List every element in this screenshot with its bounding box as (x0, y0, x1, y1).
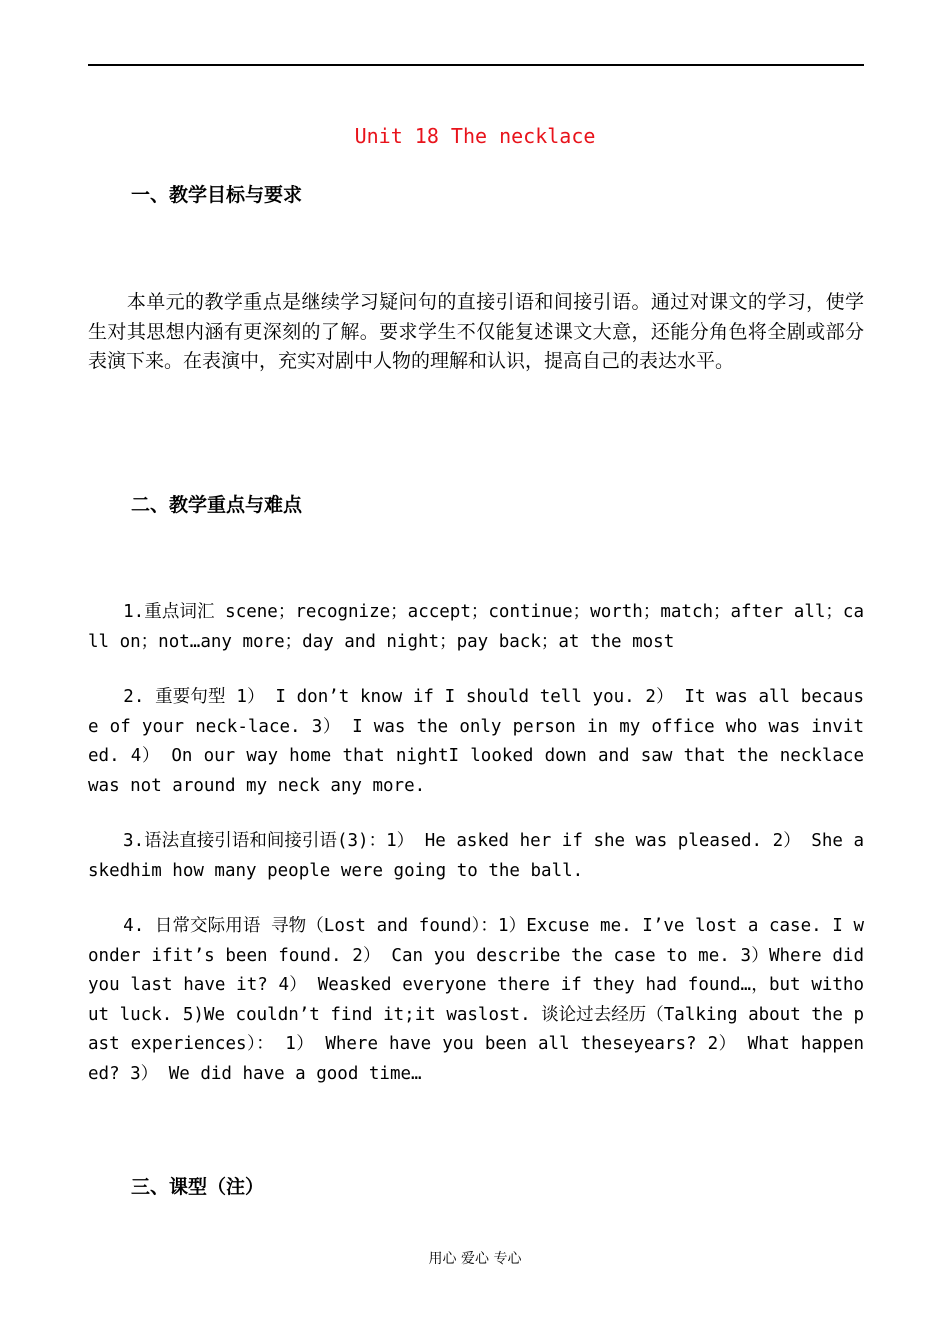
objectives-paragraph: 本单元的教学重点是继续学习疑问句的直接引语和间接引语。通过对课文的学习，使学生对其思想内涵有更深刻的了解。要求学生不仅能复述课文大意，还能分角色将全剧或部分表演下来。在表演中，充实对剧中人物的理解和认识，提高自己的表达水平。 (88, 291, 864, 373)
key-vocabulary-item: 1.重点词汇 scene；recognize；accept；continue；worth；match；after all；call on；not…any more；day and night；pay back；at the most (88, 602, 864, 652)
page-footer: 用心 爱心 专心 (428, 1251, 522, 1267)
document-title: Unit 18 The necklace (354, 124, 596, 148)
key-sentences-item: 2. 重要句型 1） I don’t know if I should tell you. 2） It was all because of your neck-lace. 3） I was the only person in my office who was invited. 4） On our way home that nightI looked down and saw that the necklace was not around my neck any more. (88, 687, 864, 796)
section-heading-lesson-type: 三、课型（注） (131, 1176, 265, 1198)
section-heading-objectives: 一、教学目标与要求 (131, 184, 303, 206)
daily-expressions-item: 4. 日常交际用语 寻物（Lost and found）：1）Excuse me. I’ve lost a case. I wonder ifit’s been found. 2） Can you describe the case to me. 3）Where did you last have it? 4） Weasked everyone there if they had found…，but without luck. 5)We couldn’t find it;it waslost. 谈论过去经历（Talking about the past experiences）： 1） Where have you been all theseyears? 2） What happened? 3） We did have a good time… (88, 916, 864, 1084)
grammar-item: 3.语法直接引语和间接引语(3)：1） He asked her if she was pleased. 2） She askedhim how many people were going to the ball. (88, 831, 864, 881)
header-rule (88, 64, 864, 66)
section-heading-key-points: 二、教学重点与难点 (131, 494, 303, 516)
